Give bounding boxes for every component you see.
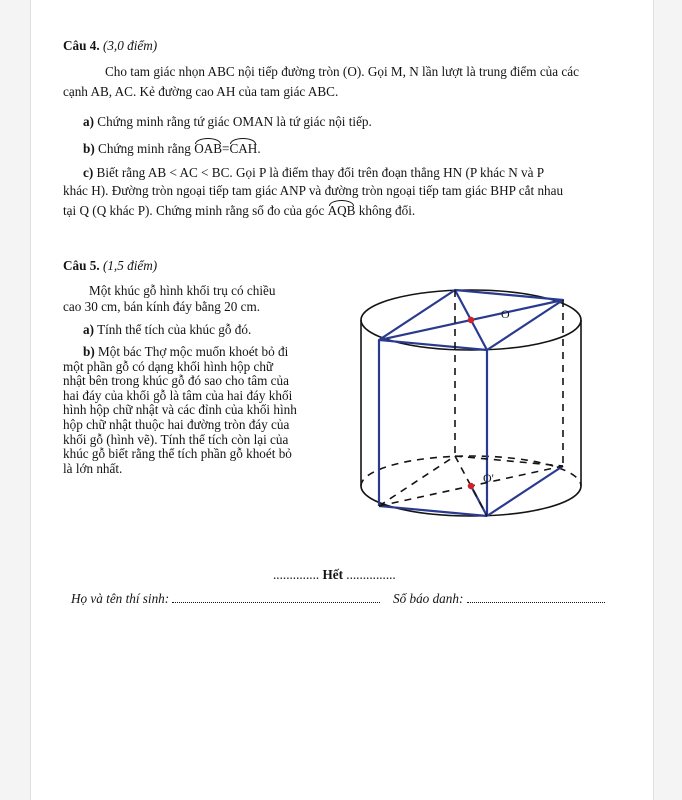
question-4b-end: . xyxy=(257,141,261,156)
question-5b-line: hai đáy của khối gỗ là tâm của hai đáy khối xyxy=(63,387,293,403)
exam-page xyxy=(30,0,654,800)
question-4c-line3-post: không đổi. xyxy=(358,203,416,218)
question-4b-label: b) xyxy=(83,141,95,156)
question-5-title: Câu 5. xyxy=(63,258,100,273)
question-5b-line: hình hộp chữ nhật và các đỉnh của khối hình xyxy=(63,402,297,418)
candidate-id-row xyxy=(393,591,605,607)
end-text: Hết xyxy=(322,567,343,582)
question-5b-line: khối gỗ (hình vẽ). Tính thể tích còn lại của xyxy=(63,431,289,447)
question-4c-text1: Biết rằng AB < AC < BC. Gọi P là điểm thay đổi trên đoạn thẳng HN (P khác N và P xyxy=(96,165,545,180)
question-5b-line: là lớn nhất. xyxy=(63,460,123,476)
question-4c-line1 xyxy=(83,165,544,181)
question-4-title: Câu 4. xyxy=(63,38,100,53)
question-4-intro-line2: cạnh AB, AC. Kẻ đường cao AH của tam giác ABC. xyxy=(63,84,339,99)
question-5b-text: Một bác Thợ mộc muốn khoét bỏ đi xyxy=(98,344,289,359)
bottom-base-back-arc xyxy=(361,456,581,486)
question-4b xyxy=(83,141,261,157)
question-4b-eq: = xyxy=(222,141,230,156)
question-4c-label: c) xyxy=(83,165,94,180)
question-5a xyxy=(83,322,251,338)
question-5-intro-line1: Một khúc gỗ hình khối trụ có chiều xyxy=(89,283,276,298)
question-4-intro-line1: Cho tam giác nhọn ABC nội tiếp đường tròn (O). Gọi M, N lần lượt là trung điểm của các xyxy=(105,64,579,79)
question-5b-label: b) xyxy=(83,344,95,359)
end-dots-left: .............. xyxy=(273,567,320,582)
question-5b-paragraph xyxy=(63,345,339,476)
question-4b-arc-oab: OAB xyxy=(194,141,223,156)
candidate-name-row xyxy=(71,591,380,607)
question-4a-text: Chứng minh rằng tứ giác OMAN là tứ giác nội tiếp. xyxy=(97,114,372,129)
question-4-points: (3,0 điểm) xyxy=(102,38,158,53)
end-dots-right: ............... xyxy=(346,567,396,582)
question-5b-line: khúc gỗ biết rằng thể tích phần gỗ khoét bỏ xyxy=(63,446,292,462)
question-5b-line xyxy=(63,345,339,360)
candidate-name-label: Họ và tên thí sinh: xyxy=(71,591,170,606)
question-5a-label: a) xyxy=(83,322,94,337)
question-4c-line2: khác H). Đường tròn ngoại tiếp tam giác ANP và đường tròn ngoại tiếp tam giác BHP cắt nhau xyxy=(63,183,564,198)
question-4a xyxy=(83,114,372,130)
question-4a-label: a) xyxy=(83,114,94,129)
question-5a-text: Tính thể tích của khúc gỗ đó. xyxy=(97,322,252,337)
question-5b-line: nhật bên trong khúc gỗ đó sao cho tâm của xyxy=(63,373,289,389)
box-bottom-hidden-edge xyxy=(379,456,455,506)
bottom-center-point xyxy=(468,483,474,489)
end-marker xyxy=(273,567,396,583)
candidate-name-blank[interactable] xyxy=(172,591,380,603)
candidate-id-label: Số báo danh: xyxy=(393,591,464,606)
question-5-intro-line2: cao 30 cm, bán kính đáy bằng 20 cm. xyxy=(63,299,261,314)
question-4c-arc-aqb: AQB xyxy=(327,203,356,218)
top-center-label: O xyxy=(501,307,510,321)
candidate-id-blank[interactable] xyxy=(467,591,605,603)
question-4c-line3-pre: tại Q (Q khác P). Chứng minh rằng số đo của góc xyxy=(63,203,325,218)
question-4b-arc-cah: CAH xyxy=(229,141,258,156)
question-5b-line: hộp chữ nhật thuộc hai đường tròn đáy của xyxy=(63,416,290,432)
top-center-point xyxy=(468,317,474,323)
cylinder-box-figure xyxy=(331,282,601,532)
question-4c-line3 xyxy=(63,203,415,219)
bottom-center-label: O' xyxy=(483,471,494,485)
question-5-points: (1,5 điểm) xyxy=(102,258,158,273)
question-5b-line: một phần gỗ có dạng khối hình hộp chữ xyxy=(63,358,274,374)
question-5-heading xyxy=(63,258,157,274)
question-4-heading xyxy=(63,38,157,54)
question-4b-text: Chứng minh rằng xyxy=(98,141,191,156)
bottom-base-front-arc xyxy=(361,486,581,516)
